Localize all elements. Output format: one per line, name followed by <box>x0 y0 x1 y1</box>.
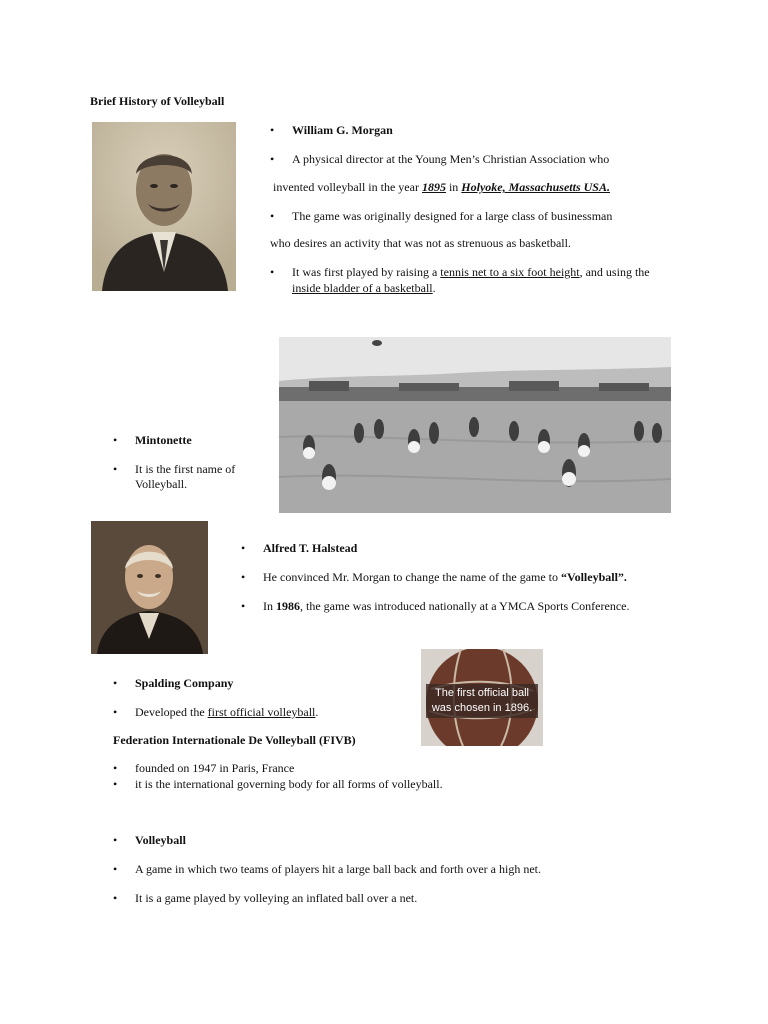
volleyball-title: Volleyball <box>135 833 186 847</box>
mintonette-desc-line-1: It is the first name of <box>135 462 236 476</box>
fivb-item-1: founded on 1947 in Paris, France <box>135 761 295 775</box>
halstead-name: Alfred T. Halstead <box>263 541 358 555</box>
volleyball-def-2: It is a game played by volleying an inflated ball over a net. <box>135 891 418 905</box>
bullet-glyph: • <box>241 599 246 613</box>
morgan-design-line-2: who desires an activity that was not as strenuous as basketball. <box>270 236 571 250</box>
bullet-glyph: • <box>113 705 118 719</box>
bullet-glyph: • <box>113 891 118 905</box>
bullet-glyph: • <box>113 777 118 791</box>
bullet-glyph: • <box>113 761 118 775</box>
spalding-title: Spalding Company <box>135 676 234 690</box>
bullet-glyph: • <box>241 541 246 555</box>
morgan-name: William G. Morgan <box>292 123 393 137</box>
morgan-desc-line-2: invented volleyball in the year 1895 in Holyoke, Massachusetts USA. <box>273 180 610 194</box>
ball-caption: The first official ball was chosen in 1896. <box>426 684 538 718</box>
bullet-glyph: • <box>270 209 275 223</box>
morgan-design-line-1: The game was originally designed for a large class of businessman <box>292 209 613 223</box>
page-title: Brief History of Volleyball <box>90 94 225 108</box>
spalding-dev: Developed the first official volleyball. <box>135 705 319 719</box>
bullet-glyph: • <box>270 123 275 137</box>
bullet-glyph: • <box>241 570 246 584</box>
historic-volleyball-game-photo <box>279 337 671 513</box>
william-morgan-photo <box>92 122 236 291</box>
fivb-item-2: it is the international governing body for all forms of volleyball. <box>135 777 443 791</box>
bullet-glyph: • <box>113 462 118 476</box>
bullet-glyph: • <box>113 862 118 876</box>
bullet-glyph: • <box>270 152 275 166</box>
halstead-intro: In 1986, the game was introduced nationally at a YMCA Sports Conference. <box>263 599 630 613</box>
bullet-glyph: • <box>113 833 118 847</box>
fivb-title: Federation Internationale De Volleyball (FIVB) <box>113 733 356 747</box>
bullet-glyph: • <box>113 676 118 690</box>
morgan-desc-line-1: A physical director at the Young Men’s Christian Association who <box>292 152 610 166</box>
morgan-played-line-1: It was first played by raising a tennis net to a six foot height, and using the <box>292 265 650 279</box>
bullet-glyph: • <box>113 433 118 447</box>
first-official-ball-photo <box>421 649 543 746</box>
halstead-convince: He convinced Mr. Morgan to change the name of the game to “Volleyball”. <box>263 570 627 584</box>
mintonette-desc-line-2: Volleyball. <box>135 477 188 491</box>
volleyball-def-1: A game in which two teams of players hit a large ball back and forth over a high net. <box>135 862 541 876</box>
mintonette-title: Mintonette <box>135 433 192 447</box>
alfred-halstead-photo <box>91 521 208 654</box>
bullet-glyph: • <box>270 265 275 279</box>
morgan-played-line-2: inside bladder of a basketball. <box>292 281 436 295</box>
